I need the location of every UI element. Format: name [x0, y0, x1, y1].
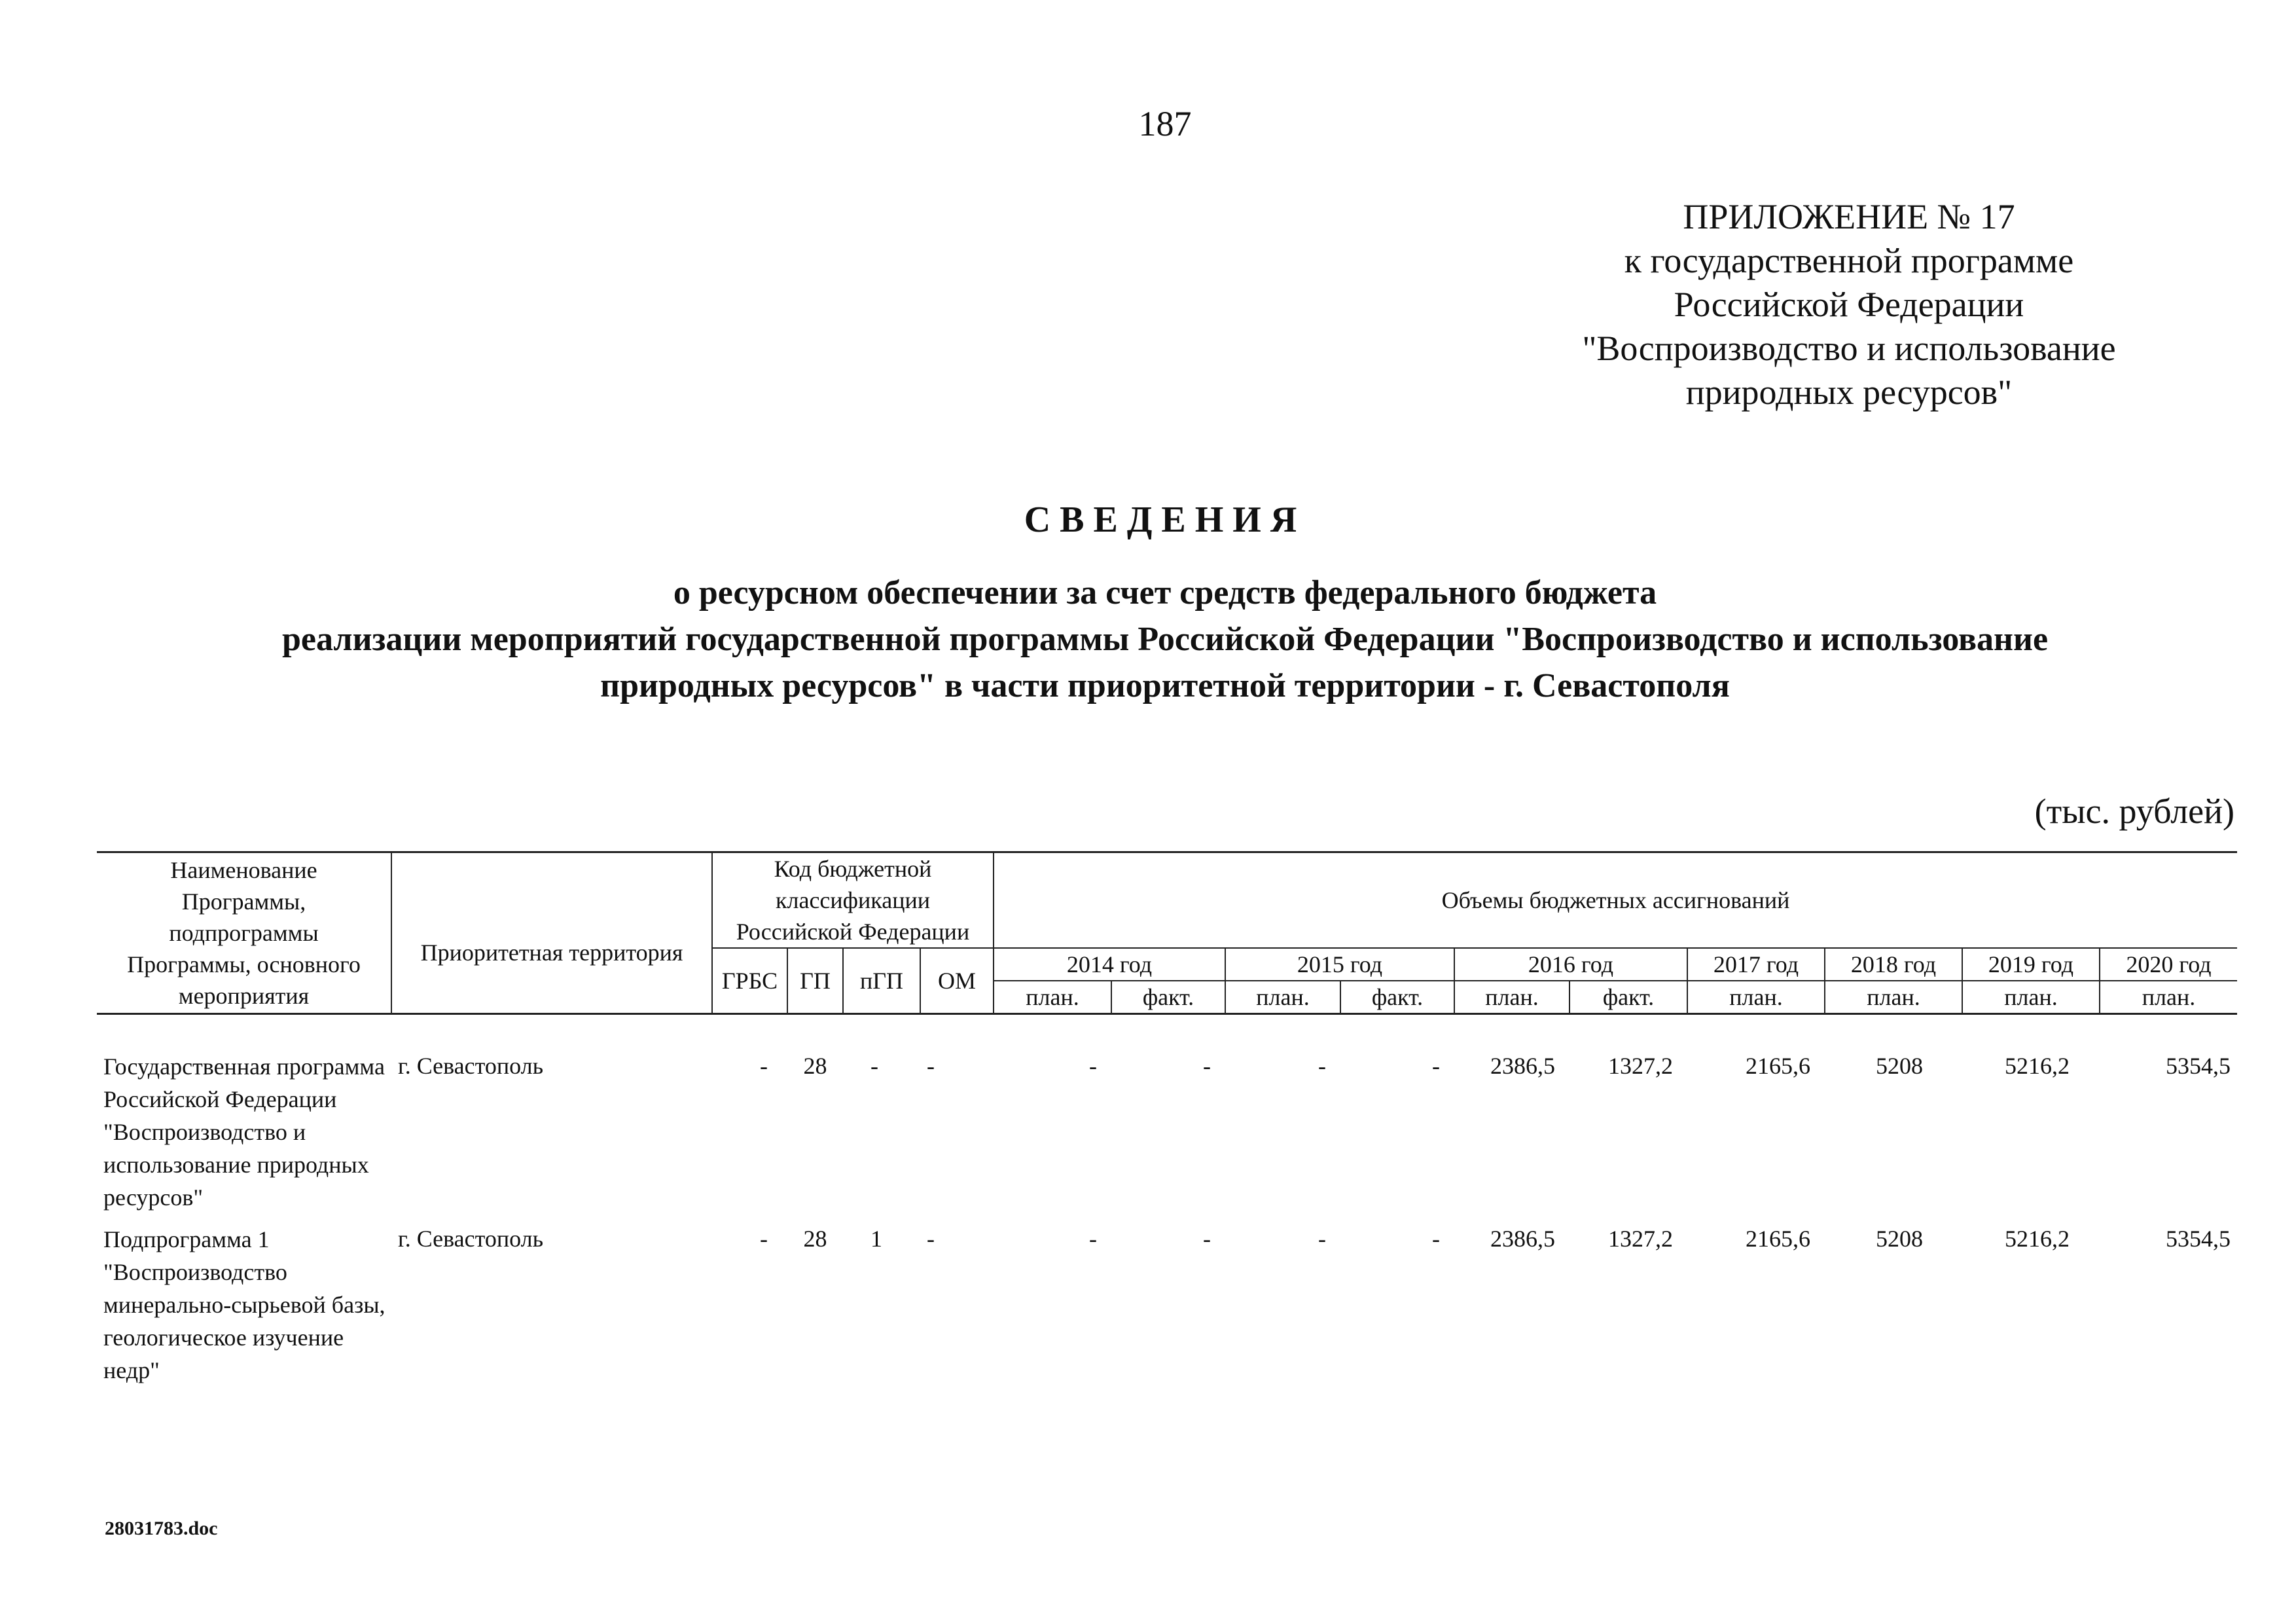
subtitle-line: природных ресурсов" в части приоритетной территории - г. Севастополя: [600, 667, 1730, 704]
document-title: СВЕДЕНИЯ: [1024, 500, 1306, 540]
table-row: [97, 1050, 2237, 1214]
row-value: -: [1432, 1226, 1440, 1252]
row-value: 1327,2: [1608, 1053, 1673, 1079]
header-year-2014: 2014 год: [994, 948, 1225, 981]
header-sub: план.: [1454, 981, 1570, 1014]
subtitle-line: реализации мероприятий государственной программы Российской Федерации "Воспроизводство и использование: [281, 621, 2049, 658]
row-territory: г. Севастополь: [398, 1053, 544, 1079]
row-value: 2165,6: [1746, 1226, 1810, 1252]
header-year-2019: 2019 год: [1962, 948, 2100, 981]
document-subtitle: [98, 570, 2232, 709]
row-code-om: -: [927, 1053, 935, 1079]
header-year-2015: 2015 год: [1225, 948, 1454, 981]
appendix-line: Российской Федерации: [1674, 285, 2024, 324]
page-number: 187: [1138, 104, 1192, 143]
header-volumes: Объемы бюджетных ассигнований: [994, 852, 2237, 949]
appendix-line: к государственной программе: [1624, 241, 2074, 280]
appendix-line: "Воспроизводство и использование: [1582, 329, 2116, 368]
header-year-2016: 2016 год: [1454, 948, 1687, 981]
units-label: (тыс. рублей): [2034, 792, 2234, 831]
row-value: -: [1089, 1053, 1097, 1079]
header-pgp: пГП: [843, 948, 920, 1014]
header-territory: Приоритетная территория: [391, 852, 712, 1014]
header-sub: факт.: [1570, 981, 1687, 1014]
row-value: -: [1318, 1053, 1326, 1079]
table-row: [97, 1223, 2237, 1387]
header-name: Наименование Программы, подпрограммы Программы, основного мероприятия: [97, 852, 391, 1014]
row-value: -: [1318, 1226, 1326, 1252]
header-code-group: Код бюджетной классификации Российской Федерации: [712, 852, 994, 949]
header-sub: план.: [2100, 981, 2237, 1014]
row-value: 2386,5: [1490, 1053, 1555, 1079]
row-value: -: [1203, 1053, 1211, 1079]
row-code-pgp: 1: [870, 1226, 882, 1252]
row-name: Государственная программа Российской Федерации "Воспроизводство и использование природных ресурсов": [103, 1053, 385, 1211]
header-sub: план.: [1962, 981, 2100, 1014]
row-value: 5354,5: [2166, 1226, 2231, 1252]
appendix-line: природных ресурсов": [1685, 373, 2013, 412]
header-sub: факт.: [1340, 981, 1454, 1014]
header-year-2018: 2018 год: [1825, 948, 1962, 981]
row-value: 5354,5: [2166, 1053, 2231, 1079]
row-code-grbs: -: [760, 1053, 768, 1079]
row-code-gp: 28: [803, 1226, 827, 1252]
document-filename: 28031783.doc: [105, 1518, 218, 1539]
header-sub: план.: [1225, 981, 1340, 1014]
row-value: 5208: [1876, 1226, 1923, 1252]
row-value: 5208: [1876, 1053, 1923, 1079]
row-code-pgp: -: [870, 1053, 878, 1079]
appendix-block: [1505, 195, 2193, 414]
header-grbs: ГРБС: [712, 948, 787, 1014]
row-value: 5216,2: [2005, 1226, 2070, 1252]
subtitle-line: о ресурсном обеспечении за счет средств федерального бюджета: [673, 574, 1657, 611]
row-value: 2386,5: [1490, 1226, 1555, 1252]
header-year-2020: 2020 год: [2100, 948, 2237, 981]
row-code-grbs: -: [760, 1226, 768, 1252]
header-om: ОМ: [920, 948, 994, 1014]
appendix-title: ПРИЛОЖЕНИЕ № 17: [1683, 197, 2015, 236]
row-code-gp: 28: [803, 1053, 827, 1079]
row-name: Подпрограмма 1 "Воспроизводство минерально-сырьевой базы, геологическое изучение недр": [103, 1226, 386, 1383]
row-value: 2165,6: [1746, 1053, 1810, 1079]
row-value: -: [1432, 1053, 1440, 1079]
budget-table: [97, 851, 2237, 1387]
row-value: -: [1203, 1226, 1211, 1252]
row-territory: г. Севастополь: [398, 1226, 544, 1252]
header-sub: план.: [994, 981, 1111, 1014]
row-value: -: [1089, 1226, 1097, 1252]
header-gp: ГП: [787, 948, 843, 1014]
header-sub: план.: [1825, 981, 1962, 1014]
row-value: 1327,2: [1608, 1226, 1673, 1252]
header-sub: факт.: [1111, 981, 1225, 1014]
header-sub: план.: [1687, 981, 1825, 1014]
row-value: 5216,2: [2005, 1053, 2070, 1079]
row-code-om: -: [927, 1226, 935, 1252]
header-year-2017: 2017 год: [1687, 948, 1825, 981]
